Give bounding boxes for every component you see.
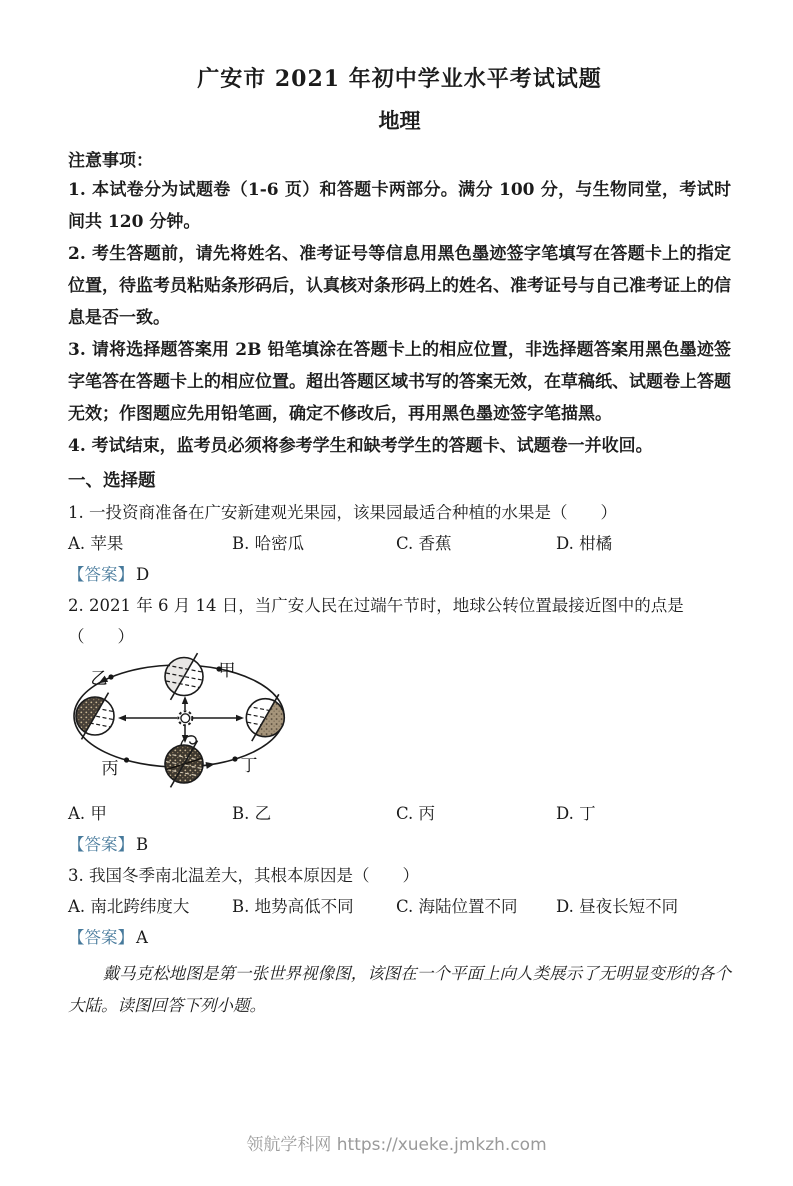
answer-label: 【答案】 <box>68 835 134 854</box>
label-bing: 丙 <box>101 759 119 779</box>
position-dot-yi <box>108 674 113 679</box>
option-a: A. 南北跨纬度大 <box>68 897 190 916</box>
sun-icon <box>178 711 192 725</box>
answer-value: B <box>136 835 149 854</box>
option-c: C. 香蕉 <box>396 534 452 553</box>
option-d: D. 丁 <box>556 804 596 823</box>
passage-text: 戴马克松地图是第一张世界视像图，该图在一个平面上向人类展示了无明显变形的各个大陆。读图回答下列小题。 <box>68 964 731 1015</box>
option-b: B. 哈密瓜 <box>232 534 305 553</box>
answer-value: D <box>136 565 150 584</box>
answer-label: 【答案】 <box>68 928 134 947</box>
option-a: A. 甲 <box>68 804 107 823</box>
earth-position-left <box>76 693 114 740</box>
notice-item-1: 1. 本试卷分为试题卷（1-6 页）和答题卡两部分。满分 100 分，与生物同堂，考试时间共 120 分钟。 <box>68 180 731 232</box>
arrowhead-up <box>182 696 188 704</box>
section-heading: 一、选择题 <box>68 471 156 491</box>
position-dot-bing <box>124 757 129 762</box>
label-jia: 甲 <box>218 661 236 681</box>
notice-heading: 注意事项： <box>68 151 153 171</box>
notice-item-3: 3. 请将选择题答案用 2B 铅笔填涂在答题卡上的相应位置，非选择题答案用黑色墨迹签字笔答在答题卡上的相应位置。超出答题区域书写的答案无效，在草稿纸、试题卷上答题无效；作图题应先用铅笔画，确定不修改后，再用黑色墨迹签字笔描黑。 <box>68 340 731 424</box>
earth-position-bottom <box>165 741 203 788</box>
watermark-footer <box>0 1130 793 1155</box>
question-1-options <box>68 528 731 559</box>
page-title: 广安市 2021 年初中学业水平考试试题 <box>197 66 602 92</box>
notice-item-2: 2. 考生答题前，请先将姓名、准考证号等信息用黑色墨迹签字笔填写在答题卡上的指定位置，待监考员粘贴条形码后，认真核对条形码上的姓名、准考证号与自己准考证上的信息是否一致。 <box>68 244 731 328</box>
question-1-stem: 1. 一投资商准备在广安新建观光果园，该果园最适合种植的水果是（ ） <box>68 503 617 522</box>
earth-position-top <box>165 653 203 700</box>
notice-item-4: 4. 考试结束，监考员必须将参考学生和缺考学生的答题卡、试题卷一并收回。 <box>68 436 653 456</box>
earth-revolution-diagram <box>55 646 335 798</box>
watermark-text: 领航学科网 https://xueke.jmkzh.com <box>246 1135 547 1155</box>
question-2-answer <box>68 829 731 860</box>
arrowhead-right <box>236 715 244 721</box>
option-c: C. 丙 <box>396 804 436 823</box>
option-d: D. 柑橘 <box>556 534 613 553</box>
option-c: C. 海陆位置不同 <box>396 897 518 916</box>
question-3-options <box>68 891 731 922</box>
earth-revolution-figure <box>55 646 731 798</box>
question-2-stem: 2. 2021 年 6 月 14 日，当广安人民在过端午节时，地球公转位置最接近图中的点是（ ） <box>68 596 684 646</box>
question-2-options <box>68 798 731 829</box>
option-b: B. 乙 <box>232 804 272 823</box>
question-3-answer <box>68 922 731 953</box>
earth-position-right <box>246 694 284 741</box>
option-a: A. 苹果 <box>68 534 124 553</box>
arrowhead-left <box>118 715 126 721</box>
subject-title: 地理 <box>378 108 421 133</box>
question-1-answer <box>68 559 731 590</box>
option-d: D. 昼夜长短不同 <box>556 897 679 916</box>
option-b: B. 地势高低不同 <box>232 897 354 916</box>
label-yi: 乙 <box>90 669 108 689</box>
position-dot-ding <box>232 756 237 761</box>
question-3-stem: 3. 我国冬季南北温差大，其根本原因是（ ） <box>68 866 419 885</box>
exam-paper-page <box>0 64 793 1022</box>
answer-label: 【答案】 <box>68 565 134 584</box>
label-ding: 丁 <box>240 756 258 776</box>
answer-value: A <box>136 928 148 947</box>
